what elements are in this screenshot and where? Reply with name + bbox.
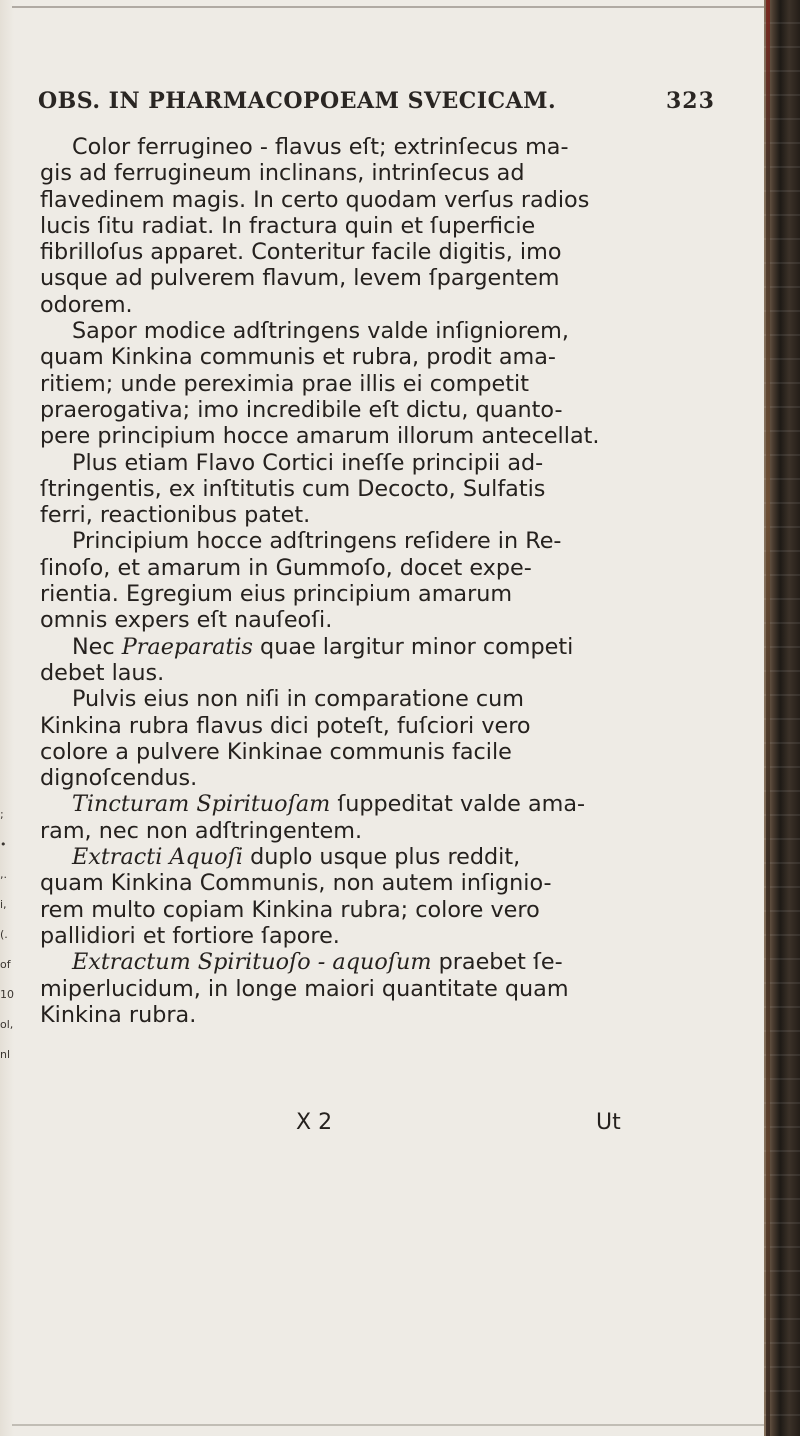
- page-left-margin: [0, 0, 14, 1436]
- text-line: pallidiori et fortiore ſapore.: [40, 922, 340, 949]
- paragraph: [40, 528, 730, 633]
- text-line: usque ad pulverem flavum, levem ſpargentem: [40, 265, 560, 292]
- margin-mark: of: [0, 958, 11, 971]
- text-line: colore a pulvere Kinkinae communis facile: [40, 738, 512, 765]
- line-rest: duplo usque plus reddit,: [242, 844, 521, 871]
- text-line: Color ferrugineo - flavus eſt; extrinſecus ma-: [72, 134, 569, 160]
- text-line: [40, 791, 730, 817]
- italic-term: Tincturam Spirituoſam: [72, 791, 331, 818]
- text-line: praerogativa; imo incredibile eſt dictu, quanto-: [40, 396, 563, 423]
- text-line: ferri, reactionibus patet.: [40, 502, 311, 529]
- text-line: Kinkina rubra.: [40, 1001, 197, 1028]
- paragraph: [40, 134, 730, 318]
- text-line: Principium hocce adſtringens reſidere in Re-: [72, 528, 562, 555]
- text-line: rientia. Egregium eius principium amarum: [40, 581, 513, 608]
- text-line: Plus etiam Flavo Cortici ineſſe principii ad-: [72, 449, 544, 476]
- margin-mark: ;: [0, 808, 4, 821]
- text-line: pere principium hocce amarum illorum antecellat.: [40, 423, 600, 450]
- text-line: Kinkina rubra flavus dici poteſt, fuſciori vero: [40, 712, 531, 739]
- body-text: [40, 134, 730, 1028]
- text-line: Sapor modice adſtringens valde inſigniorem,: [72, 318, 569, 345]
- text-line: quam Kinkina communis et rubra, prodit ama-: [40, 344, 556, 371]
- top-rule: [12, 6, 764, 8]
- bottom-rule: [12, 1424, 764, 1426]
- paragraph: [40, 949, 730, 1028]
- text-line: miperlucidum, in longe maiori quantitate quam: [40, 975, 569, 1002]
- line-rest: quae largitur minor competi: [252, 633, 574, 660]
- italic-term: Extracti Aquoſi: [72, 844, 243, 871]
- text-line: ſinoſo, et amarum in Gummoſo, docet expe-: [40, 554, 532, 581]
- text-line: lucis ſitu radiat. In fractura quin et ſuperficie: [40, 212, 536, 239]
- italic-term: Praeparatis: [121, 633, 253, 660]
- line-rest: ſuppeditat valde ama-: [330, 791, 586, 818]
- running-head-title: OBS. IN PHARMACOPOEAM SVECICAM.: [38, 88, 557, 114]
- catchword: Ut: [596, 1110, 621, 1135]
- text-line: [40, 634, 730, 660]
- book-binding-edge: [764, 0, 800, 1436]
- text-line: [40, 949, 730, 975]
- text-line: odorem.: [40, 291, 133, 318]
- italic-term: Extractum Spirituoſo - aquoſum: [72, 949, 432, 976]
- margin-mark: nl: [0, 1048, 11, 1061]
- page-footer: [40, 1110, 730, 1138]
- lead-prefix: Nec: [72, 633, 122, 660]
- paragraph: [40, 318, 730, 449]
- text-line: debet laus.: [40, 659, 165, 686]
- margin-mark: 10: [0, 988, 14, 1001]
- left-margin-marks: [0, 800, 14, 1070]
- signature-mark: X 2: [296, 1110, 333, 1135]
- margin-mark: ol,: [0, 1018, 14, 1031]
- line-rest: praebet ſe-: [431, 949, 563, 976]
- text-line: ſtringentis, ex inſtitutis cum Decocto, Sulfatis: [40, 475, 546, 502]
- text-line: gis ad ferrugineum inclinans, intrinſecus ad: [40, 160, 525, 187]
- paragraph: [40, 791, 730, 844]
- text-line: Pulvis eius non niſi in comparatione cum: [72, 686, 524, 713]
- text-line: ram, nec non adſtringentem.: [40, 817, 363, 844]
- paragraph: [40, 844, 730, 949]
- text-line: ritiem; unde pereximia prae illis ei competit: [40, 370, 529, 397]
- paragraph: [40, 450, 730, 529]
- margin-mark: (.: [0, 928, 8, 941]
- paragraph: [40, 686, 730, 791]
- margin-mark: ,.: [0, 868, 7, 881]
- paragraph: [40, 634, 730, 687]
- margin-mark: •: [0, 838, 7, 851]
- text-line: rem multo copiam Kinkina rubra; colore vero: [40, 896, 540, 923]
- text-line: dignoſcendus.: [40, 765, 198, 792]
- running-head: [38, 88, 738, 122]
- text-line: quam Kinkina Communis, non autem inſignio-: [40, 870, 552, 897]
- margin-mark: i,: [0, 898, 7, 911]
- text-line: flavedinem magis. In certo quodam verſus radios: [40, 186, 590, 213]
- page-number: 323: [666, 88, 715, 114]
- text-line: [40, 844, 730, 870]
- text-line: omnis expers eſt nauſeoſi.: [40, 607, 333, 634]
- text-line: fibrilloſus apparet. Conteritur facile digitis, imo: [40, 239, 562, 266]
